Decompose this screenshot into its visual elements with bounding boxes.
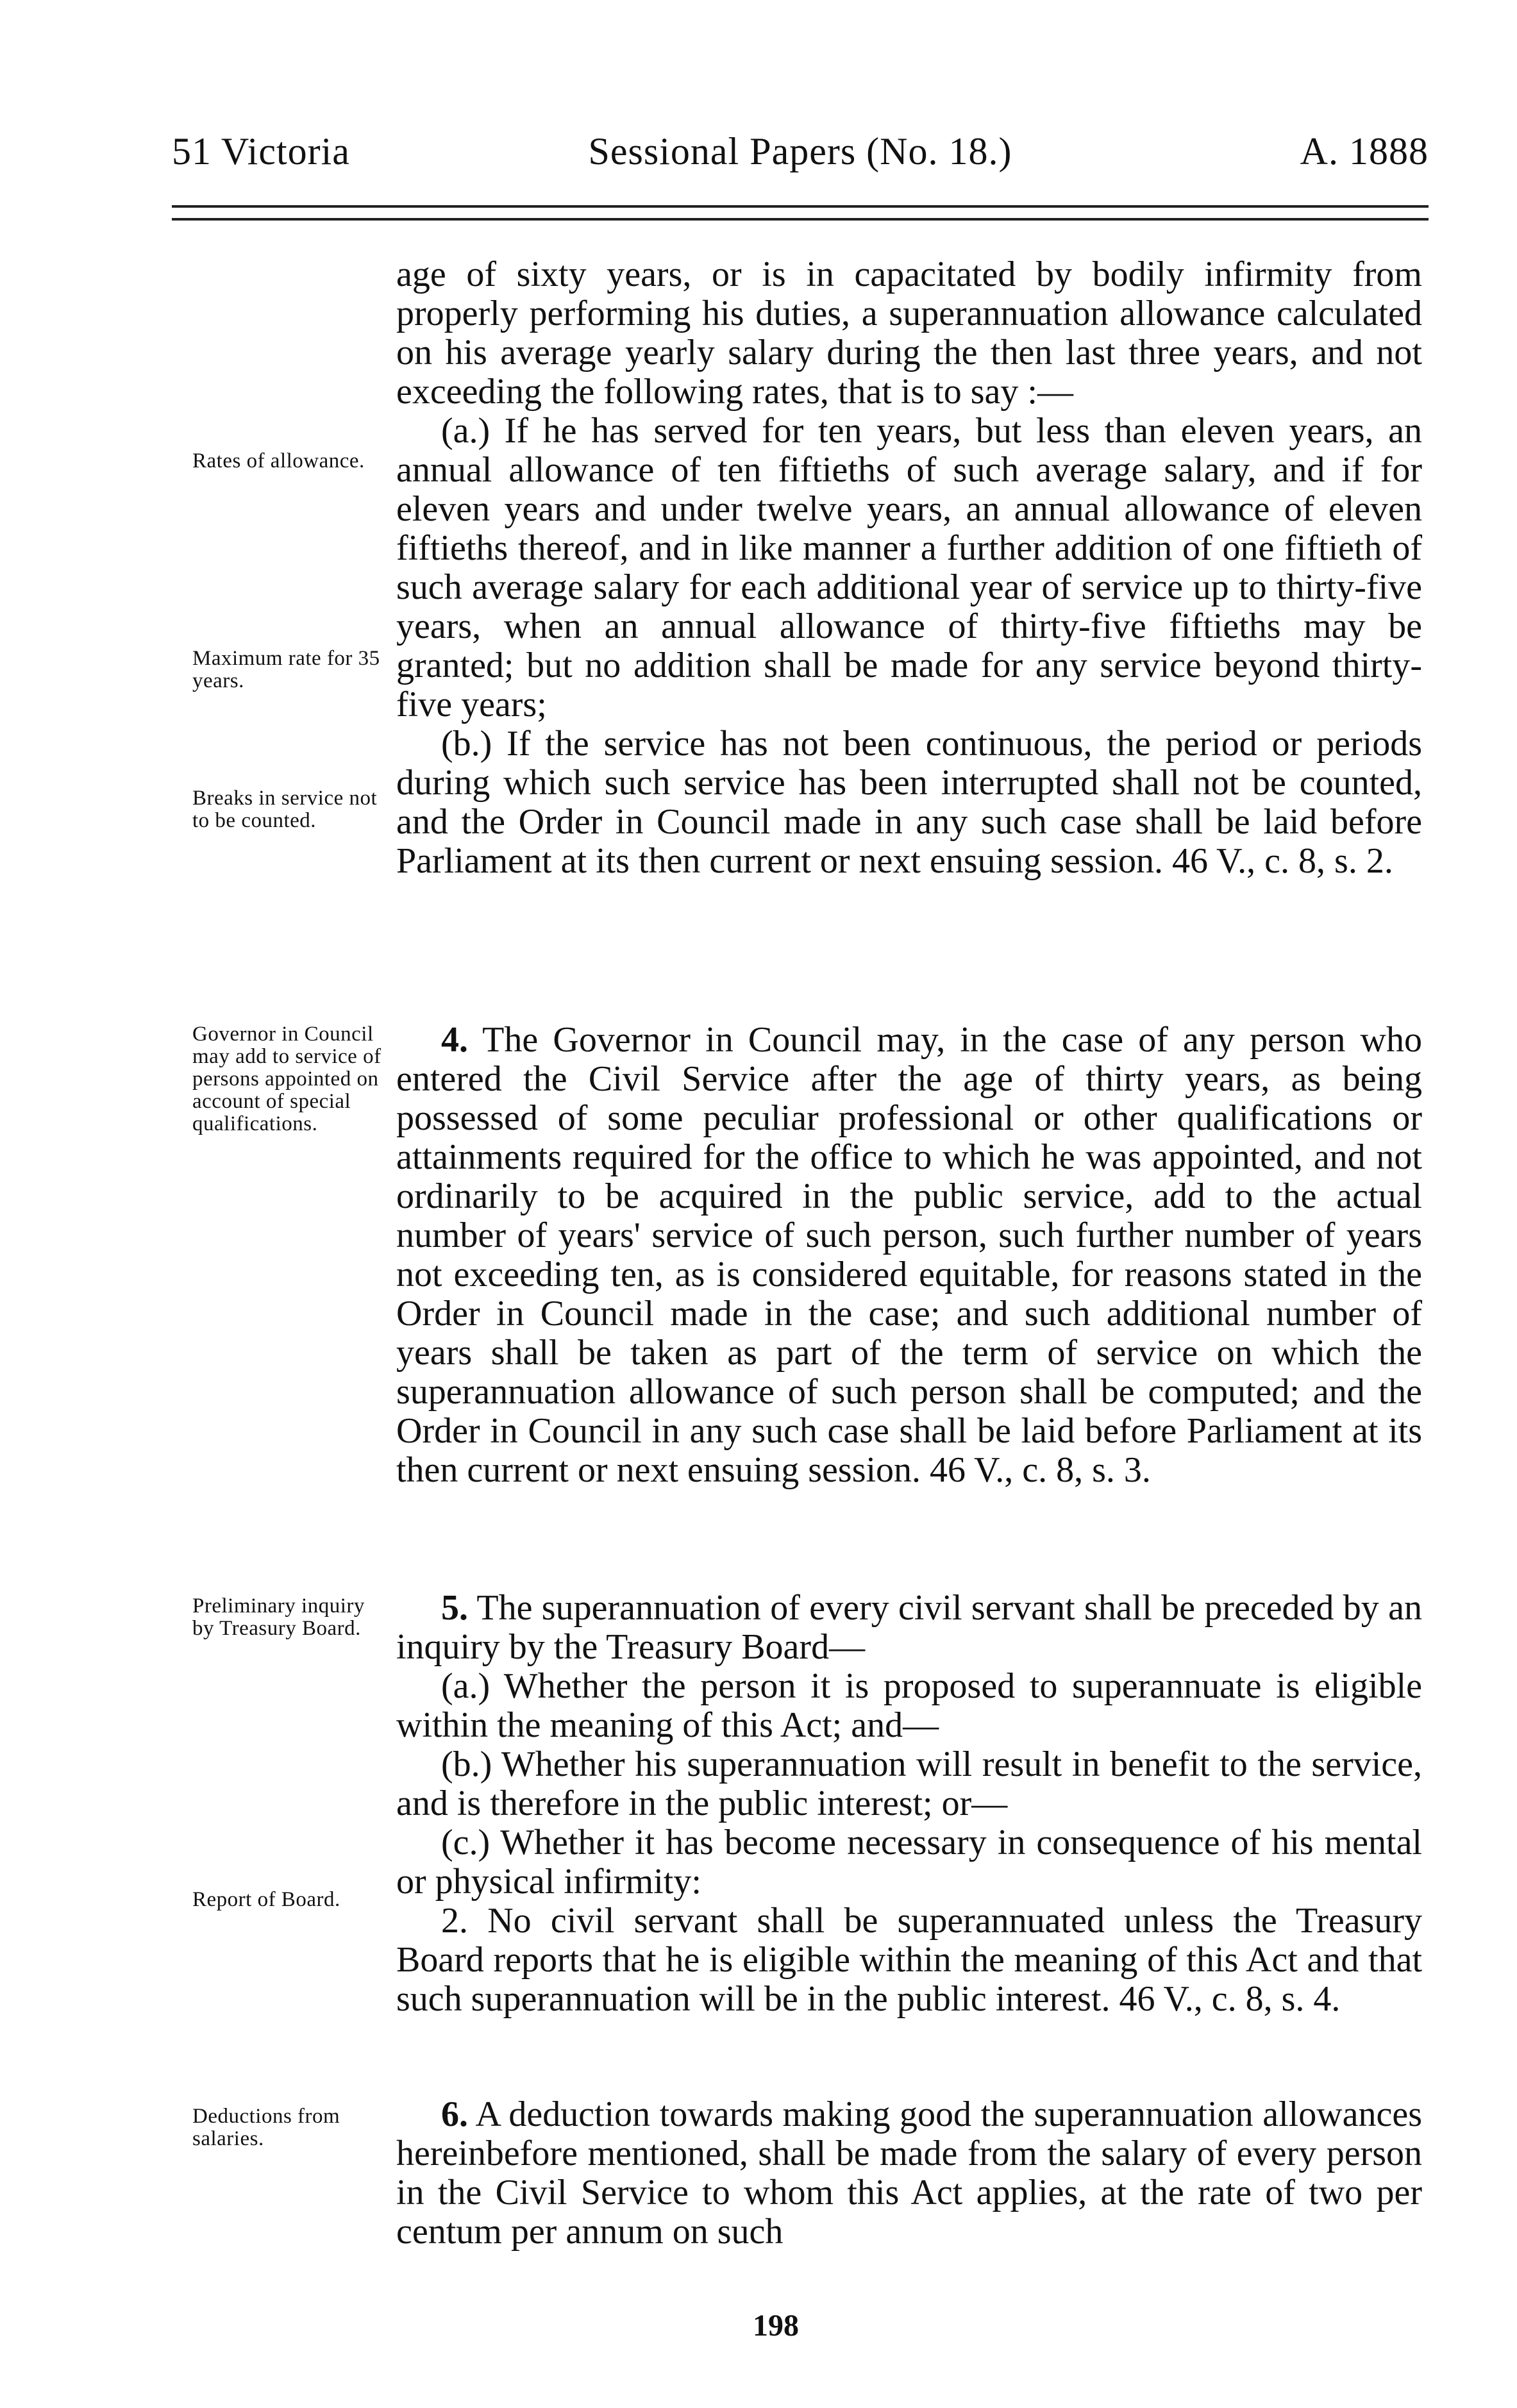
margin-note-preliminary: Preliminary inquiry by Treasury Board.: [192, 1594, 365, 1640]
section-6-text: A deduction towards making good the superannuation allowances hereinbefore mentioned, shall be made from the salary of every person in the Civil Service to whom this Act applies, at the rate of two per centum per annum on such: [396, 2094, 1422, 2252]
section-4-text: The Governor in Council may, in the case of any person who entered the Civil Service after the age of thirty years, as being possessed of some peculiar professional or other qualifications or attainments required for the office to which he was appointed, and not ordinarily to be acquired in the public service, add to the actual number of years' service of such person, such further number of years not exceeding ten, as is considered equitable, for reasons stated in the Order in Council made in the case; and such additional number of years shall be taken as part of the term of service on which the superannuation allowance of such person shall be computed; and the Order in Council in any such case shall be laid before Parliament at its then current or next ensuing session. 46 V., c. 8, s. 3.: [396, 1020, 1422, 1490]
page-number: 198: [753, 2309, 799, 2343]
intro-paragraph: age of sixty years, or is in capacitated by bodily infirmity from properly performing his duties, a superannuation allowance calculated on his average yearly salary during the then last three years, and not exceeding the following rates, that is to say :—: [396, 255, 1422, 412]
section-5-intro: [396, 1589, 1422, 1667]
paragraph-b: (b.) If the service has not been continuous, the period or periods during which such service has been interrupted shall not be counted, and the Order in Council made in any such case shall be laid before Parliament at its then current or next ensuing session. 46 V., c. 8, s. 2.: [396, 724, 1422, 881]
margin-note-report: Report of Board.: [192, 1888, 340, 1911]
margin-note-breaks: Breaks in service not to be counted.: [192, 787, 378, 832]
section-6: [396, 2095, 1422, 2252]
section-6-paragraph: [396, 2095, 1422, 2252]
header-session: 51 Victoria: [172, 130, 350, 172]
section-5-text: The superannuation of every civil servant shall be preceded by an inquiry by the Treasury Board—: [396, 1588, 1422, 1667]
margin-note-deductions: Deductions from salaries.: [192, 2105, 340, 2150]
header-year: A. 1888: [1300, 130, 1429, 172]
margin-note-governor: Governor in Council may add to service of persons appointed on account of special qualifications.: [192, 1023, 381, 1135]
section-5-c: (c.) Whether it has become necessary in consequence of his mental or physical infirmity:: [396, 1823, 1422, 1902]
section-4-number: 4.: [441, 1020, 468, 1060]
margin-note-maximum: Maximum rate for 35 years.: [192, 647, 380, 692]
section-5-number: 5.: [441, 1588, 468, 1628]
section-4: [396, 1021, 1422, 1490]
paragraph-a: (a.) If he has served for ten years, but less than eleven years, an annual allowance of ten fiftieths of such average salary, and if for eleven years and under twelve years, an annual allowance of eleven fiftieths thereof, and in like manner a further addition of one fiftieth of such average salary for each additional year of service up to thirty-five years, when an annual allowance of thirty-five fiftieths may be granted; but no addition shall be made for any service beyond thirty-five years;: [396, 411, 1422, 724]
section-5-2: 2. No civil servant shall be superannuated unless the Treasury Board reports that he is eligible within the meaning of this Act and that such superannuation will be in the public interest. 46 V., c. 8, s. 4.: [396, 1901, 1422, 2019]
section-5-a: (a.) Whether the person it is proposed to superannuate is eligible within the meaning of this Act; and—: [396, 1666, 1422, 1745]
section-5: [396, 1589, 1422, 2019]
section-4-paragraph: [396, 1021, 1422, 1490]
section-6-number: 6.: [441, 2094, 468, 2134]
header-title: Sessional Papers (No. 18.): [588, 130, 1012, 172]
header-rule-top: [172, 205, 1429, 208]
margin-note-rates: Rates of allowance.: [192, 449, 365, 472]
section-3-continuation: [396, 255, 1422, 881]
section-5-b: (b.) Whether his superannuation will result in benefit to the service, and is therefore in the public interest; or—: [396, 1744, 1422, 1823]
header-rule-bottom: [172, 218, 1429, 221]
